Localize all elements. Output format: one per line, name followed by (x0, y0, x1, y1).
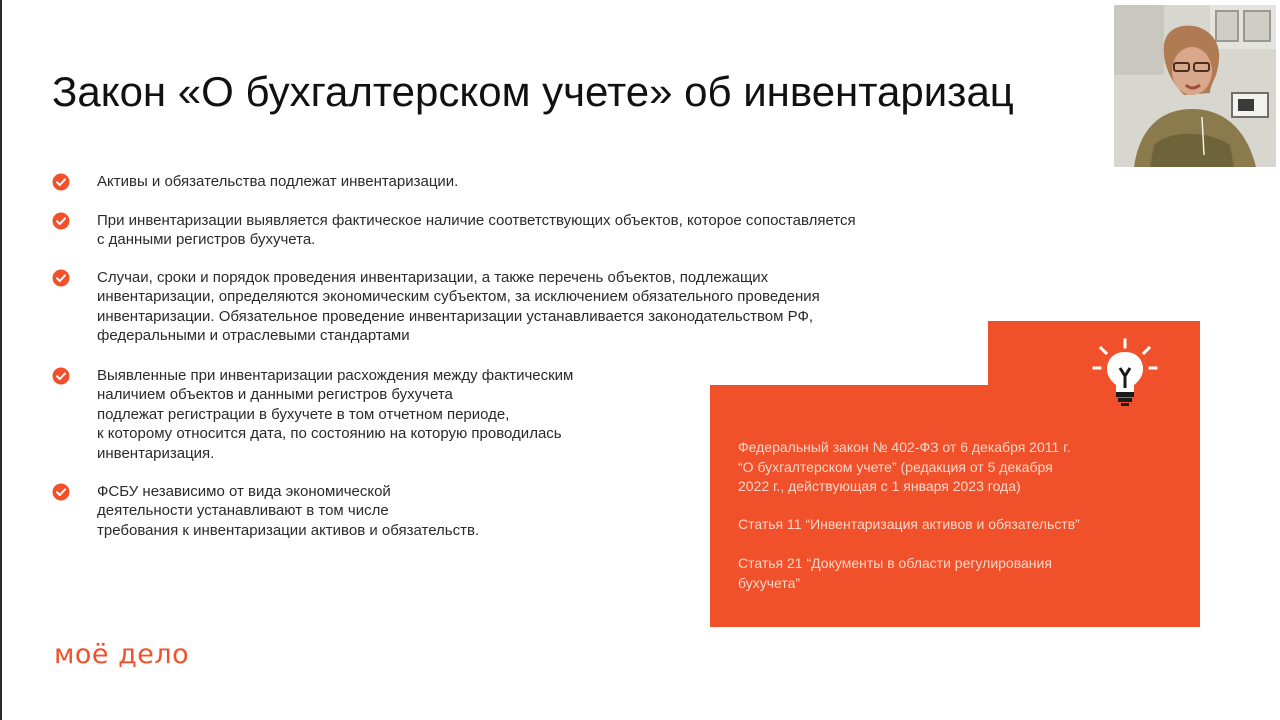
check-circle-icon (52, 173, 70, 191)
company-logo: моё дело (54, 639, 190, 670)
bullet-text: Выявленные при инвентаризации расхождения между фактическим наличием объектов и данными регистров бухучета подлежат регистрации в бухучете в том отчетном периоде, к которому относится дата, по состоянию на которую проводилась инвентаризация. (97, 367, 574, 462)
lightbulb-icon (1092, 338, 1158, 408)
bullet-text: При инвентаризации выявляется фактическое наличие соответствующих объектов, которое сопоставляется с данными регистров бухучета. (97, 212, 856, 249)
check-circle-icon (52, 483, 70, 501)
slide-left-border (0, 0, 2, 720)
bullet-text: Случаи, сроки и порядок проведения инвентаризации, а также перечень объектов, подлежащих инвентаризации, определяются экономическим субъектом, за исключением обязательного проведения инвентаризации. Обязательное проведение инвентаризации устанавливается законодательством РФ, федеральными и отраслевыми стандартами (97, 269, 820, 345)
law-reference: Федеральный закон № 402-ФЗ от 6 декабря 2011 г. “О бухгалтерском учете” (редакция от 5 декабря 2022 г., действующая с 1 января 2023 года) (738, 439, 1071, 494)
bullet-text: Активы и обязательства подлежат инвентаризации. (97, 173, 459, 190)
check-circle-icon (52, 212, 70, 230)
article-11-reference: Статья 11 “Инвентаризация активов и обязательств” (738, 516, 1080, 532)
webcam-video-thumbnail[interactable] (1114, 5, 1276, 167)
slide-title: Закон «О бухгалтерском учете» об инвентаризац (52, 68, 1014, 115)
bullet-text: ФСБУ независимо от вида экономической деятельности устанавливают в том числе требования к инвентаризации активов и обязательств. (97, 483, 480, 539)
check-circle-icon (52, 269, 70, 287)
check-circle-icon (52, 367, 70, 385)
article-21-reference: Статья 21 “Документы в области регулирования бухучета” (738, 555, 1052, 591)
